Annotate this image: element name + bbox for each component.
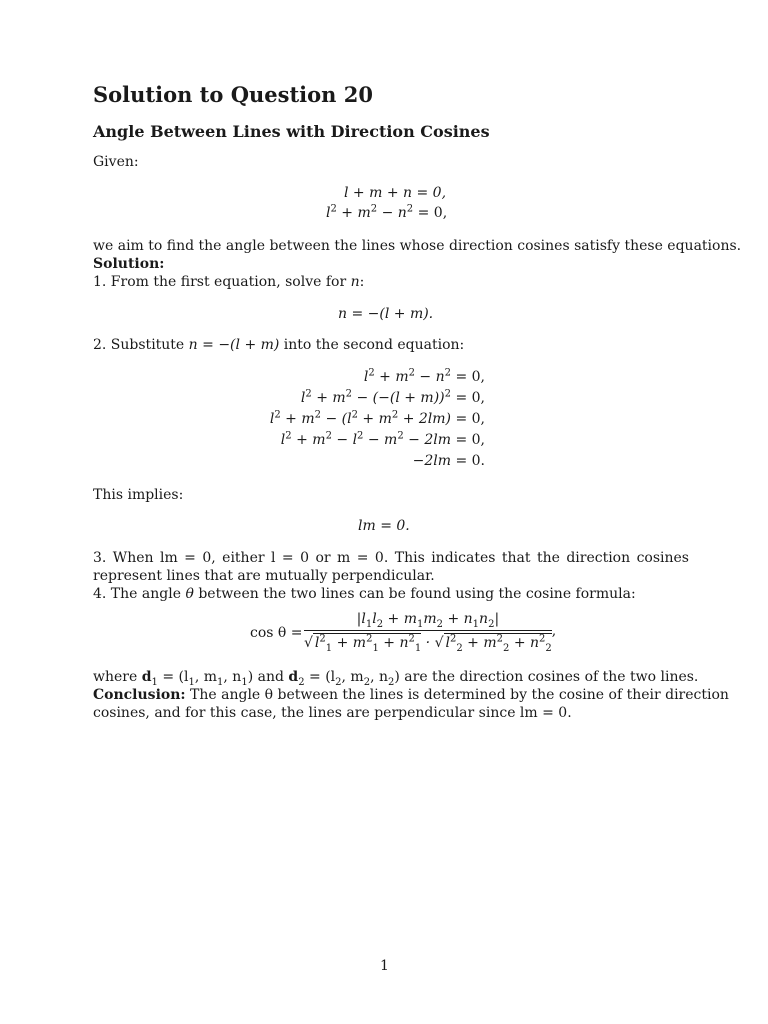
conclusion-line-1: Conclusion: The angle θ between the lines is determined by the cosine of their direction — [93, 687, 729, 703]
section-heading: Angle Between Lines with Direction Cosines — [93, 122, 490, 141]
cosine-formula-denominator: √ $l^2_1 + m^2_1 + n^2_1$ · √ $l^2_2 + m^2_2 + n^2_2$ — [304, 633, 552, 654]
step-1-text: 1. From the first equation, solve for n: — [93, 274, 365, 290]
step-4-text: 4. The angle θ between the two lines can be found using the cosine formula: — [93, 586, 636, 602]
cosine-formula-fraction: $\frac{|l_1l_2 + m_1m_2 + n_1n_2|}{√ l^2_1 + m^2_1 + n^2_1 \cdot √ l^2_2 + m^2_2 + n^2_2}$ , — [304, 611, 557, 654]
step-3-line-1: 3. When lm = 0, either l = 0 or m = 0. This indicates that the direction cosines — [93, 550, 689, 566]
given-label: Given: — [93, 154, 139, 170]
substitution-line-4: $l^2 + m^2 - l^2 - m^2 - 2lm = 0$, — [280, 430, 485, 448]
solution-label: Solution: — [93, 256, 165, 272]
page-title: Solution to Question 20 — [93, 82, 373, 107]
cosine-formula-numerator: $|l_1l_2 + m_1m_2 + n_1n_2|$ — [304, 610, 552, 631]
step-1-equation: n = −(l + m). — [338, 306, 434, 322]
substitution-line-1: $l^2 + m^2 - n^2 = 0$, — [363, 367, 485, 385]
given-equation-1: l + m + n = 0, — [344, 185, 447, 201]
cosine-formula-lhs: cos θ = — [250, 625, 303, 641]
implies-text: This implies: — [93, 487, 184, 503]
given-equation-2: $l^2 + m^2 - n^2 = 0$, — [326, 203, 448, 221]
conclusion-line-2: cosines, and for this case, the lines are perpendicular since lm = 0. — [93, 705, 572, 721]
substitution-line-2: $l^2 + m^2 - (-(l + m))^2 = 0$, — [300, 388, 485, 406]
step-2-text: 2. Substitute n = −(l + m) into the second equation: — [93, 337, 465, 353]
substitution-line-5: −2lm = 0. — [412, 453, 485, 469]
aim-paragraph: we aim to find the angle between the lines whose direction cosines satisfy these equations. — [93, 238, 742, 254]
page-number: 1 — [380, 958, 389, 974]
implies-equation: lm = 0. — [358, 518, 410, 534]
step-3-line-2: represent lines that are mutually perpendicular. — [93, 568, 435, 584]
where-text: where $d_1 = (l_1$, $m_1$, $n_1$) and $d_2 = (l_2$, $m_2$, $n_2$) are the direction cosines of the two lines. — [93, 669, 699, 688]
substitution-line-3: $l^2 + m^2 - (l^2 + m^2 + 2lm) = 0$, — [269, 409, 485, 427]
